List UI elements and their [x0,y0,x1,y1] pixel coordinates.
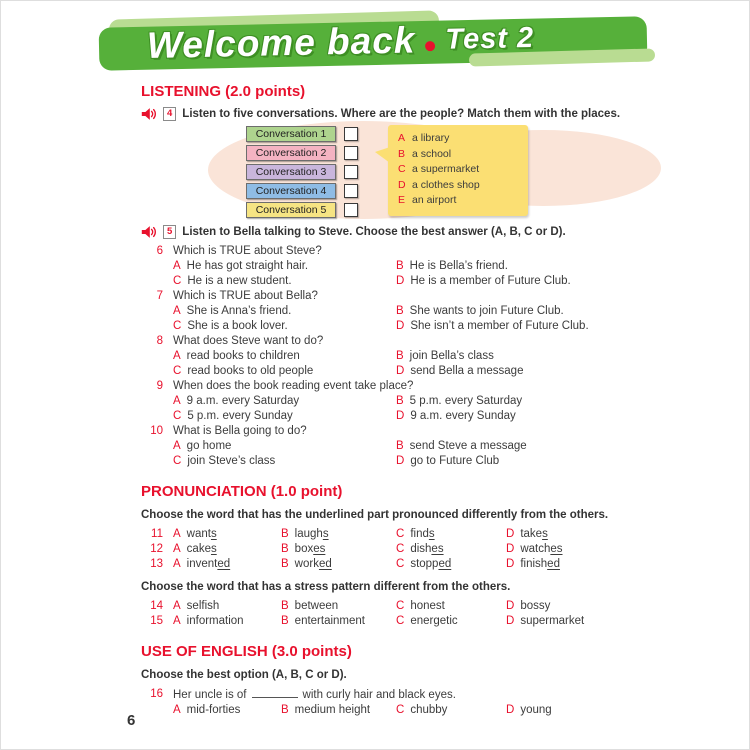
answer-option [506,703,689,718]
option-letter: A [173,395,181,407]
option-letter: C [396,528,405,540]
word-underlined-part: s [210,528,217,540]
word-underlined-part: s [428,528,435,540]
option-text: an airport [412,194,457,206]
pronunciation-section [141,483,689,629]
word-option [396,614,496,629]
word-base: take [520,528,543,540]
option-text: He is Bella’s friend. [409,260,508,272]
conversation-label: Conversation 4 [246,183,336,199]
option-text: between [294,600,339,612]
page-content [1,83,749,718]
pronunciation-row [141,557,689,572]
option-text: mid-forties [186,704,241,716]
question-number: 8 [156,335,163,347]
word [187,527,217,542]
place-option [398,162,518,178]
conversation-row [246,126,358,142]
option-letter: C [173,365,182,377]
spacer [141,703,163,718]
option-text: read books to old people [187,365,314,377]
options-grid [173,259,689,289]
word-option [173,614,271,629]
stem-after: with curly hair and black eyes. [302,689,456,701]
word [295,557,332,572]
word-base: work [294,558,319,570]
word-base: cake [186,543,211,555]
question-number: 16 [150,688,163,700]
pronunciation-rows-underlined [141,527,689,572]
option-text: chubby [410,704,448,716]
question-stem-row [141,289,689,304]
answer-option [173,304,386,319]
task5-instruction: Listen to Bella talking to Steve. Choose the best answer (A, B, C or D). [182,226,566,238]
question-stem: Which is TRUE about Bella? [173,290,318,302]
question [141,334,689,379]
option-text: a library [412,132,450,144]
option-letter: A [173,260,181,272]
option-letter: C [398,163,406,175]
use-of-english-heading: USE OF ENGLISH (3.0 points) [141,643,352,660]
note-pointer [375,147,390,163]
option-letter: D [506,600,515,612]
option-letter: C [173,320,182,332]
option-letter: B [281,600,289,612]
answer-option [396,364,689,379]
question-number: 7 [156,290,163,302]
answer-checkbox[interactable] [344,165,358,179]
answer-option [396,394,689,409]
option-text: energetic [410,615,458,627]
answer-option [396,259,689,274]
option-text: information [186,615,244,627]
answer-checkbox[interactable] [344,203,358,217]
option-text: a supermarket [412,163,480,175]
option-letter: B [281,543,289,555]
task5-instruction-row [141,224,689,240]
word [410,557,451,572]
option-text: 5 p.m. every Saturday [409,395,523,407]
options-grid [173,439,689,469]
word-underlined-part: s [210,543,217,555]
option-letter: C [396,558,405,570]
options-grid [141,703,689,718]
title-sub: Test 2 [445,21,535,56]
answer-checkbox[interactable] [344,184,358,198]
option-letter: D [396,320,405,332]
option-text: She is Anna’s friend. [186,305,292,317]
question-stem [173,687,689,703]
answer-option [173,364,386,379]
pronunciation-instruction-underlined: Choose the word that has the underlined part pronounced differently from the others. [141,509,609,521]
question [141,379,689,424]
word [187,557,230,572]
word [295,527,329,542]
question-stem: What does Steve want to do? [173,335,324,347]
option-text: She wants to join Future Club. [409,305,564,317]
option-letter: D [506,543,515,555]
option-text: send Steve a message [409,440,527,452]
answer-option [396,319,689,334]
question-number: 6 [156,245,163,257]
option-letter: A [173,704,181,716]
answer-option [173,409,386,424]
option-text: young [520,704,552,716]
answer-option [396,409,689,424]
place-option [398,131,518,147]
option-text: go to Future Club [410,455,500,467]
conversation-label: Conversation 5 [246,202,336,218]
option-letter: C [396,600,405,612]
option-letter: D [396,455,405,467]
word [295,542,326,557]
page-title [147,17,535,67]
question [141,687,689,718]
conversation-label: Conversation 1 [246,126,336,142]
word-option [281,542,386,557]
word-option [506,614,689,629]
answer-option [396,439,689,454]
question-number: 14 [150,600,163,612]
option-text: He has got straight hair. [186,260,309,272]
word [410,527,434,542]
conversation-row [246,145,358,161]
option-letter: B [281,528,289,540]
pronunciation-rows-stress [141,599,689,629]
option-letter: B [396,395,404,407]
word [187,542,217,557]
option-letter: B [281,704,289,716]
track-number-badge: 5 [163,225,176,239]
question-stem-row [141,379,689,394]
option-text: join Bella’s class [409,350,494,362]
answer-option [173,439,386,454]
word-underlined-part: ed [438,558,452,570]
use-of-english-instruction: Choose the best option (A, B, C or D). [141,669,347,681]
answer-option [173,394,386,409]
option-letter: E [398,194,406,206]
word-base: watch [520,543,551,555]
question-number: 11 [151,528,163,540]
word-option [281,557,386,572]
answer-checkbox[interactable] [344,127,358,141]
places-note [388,125,528,216]
question-number: 10 [150,425,163,437]
option-letter: B [396,440,404,452]
word [520,557,560,572]
option-text: a school [412,147,452,160]
option-letter: A [173,305,181,317]
matching-exercise [246,124,689,220]
question-number: 12 [150,543,163,555]
question [141,244,689,289]
option-letter: D [506,528,515,540]
word-option [506,599,689,614]
word-option [396,599,496,614]
word [520,542,562,557]
option-letter: C [396,704,405,716]
answer-option [396,304,689,319]
title-dot-icon [425,41,435,51]
option-text: selfish [186,600,220,612]
option-letter: A [173,600,181,612]
stem-before: Her uncle is of [173,689,247,701]
task4-instruction: Listen to five conversations. Where are the people? Match them with the places. [182,108,621,120]
option-text: go home [186,440,232,452]
conversation-label: Conversation 3 [246,164,336,180]
option-letter: D [398,178,406,191]
word-underlined-part: ed [547,558,560,570]
question-list [141,244,689,469]
option-letter: A [173,558,181,570]
conversation-row [246,202,358,218]
option-text: She isn’t a member of Future Club. [410,320,589,332]
option-letter: C [396,615,405,627]
option-text: 9 a.m. every Saturday [186,395,300,407]
question-stem-row [141,687,689,703]
option-letter: D [506,704,515,716]
question-stem-row [141,244,689,259]
option-letter: B [398,147,406,160]
pronunciation-row [141,542,689,557]
word-base: dish [410,543,432,555]
option-letter: A [173,543,181,555]
option-text: 5 p.m. every Sunday [187,410,293,422]
question-number: 13 [150,558,163,570]
option-letter: B [281,558,289,570]
listening-section [141,83,689,469]
answer-option [396,703,496,718]
speaker-icon [141,107,157,121]
word-option [396,557,496,572]
word-option [506,542,689,557]
answer-option [173,319,386,334]
option-letter: D [396,275,405,287]
conversation-row [246,183,358,199]
question-stem: What is Bella going to do? [173,425,307,437]
answer-option [281,703,386,718]
question-stem-row [141,334,689,349]
word-underlined-part: es [313,543,326,555]
speaker-icon [141,225,157,239]
word-underlined-part: ed [318,558,332,570]
option-text: honest [410,600,445,612]
word-base: find [410,528,429,540]
use-of-english-section [141,643,689,718]
option-letter: A [173,528,181,540]
word-underlined-part: s [542,528,548,540]
word-option [173,527,271,542]
word-option [173,542,271,557]
option-text: She is a book lover. [187,320,288,332]
place-option [398,147,518,163]
conversation-label: Conversation 2 [246,145,336,161]
track-number-badge: 4 [163,107,176,121]
option-letter: B [396,350,404,362]
word-underlined-part: es [431,543,444,555]
word-option [281,614,386,629]
option-text: join Steve’s class [187,455,276,467]
option-letter: A [173,440,181,452]
options-grid [173,394,689,424]
word-option [506,527,689,542]
word-base: invent [186,558,218,570]
word-option [396,542,496,557]
option-text: supermarket [520,615,585,627]
word-option [173,557,271,572]
word-base: finish [520,558,548,570]
option-letter: D [396,365,405,377]
option-letter: A [173,350,181,362]
option-text: read books to children [186,350,300,362]
option-text: 9 a.m. every Sunday [410,410,516,422]
word-base: laugh [294,528,323,540]
word-option [173,599,271,614]
question [141,289,689,334]
answer-option [173,703,271,718]
option-text: entertainment [294,615,365,627]
question-stem: Which is TRUE about Steve? [173,245,322,257]
word-base: stopp [410,558,439,570]
question-stem-row [141,424,689,439]
stress-row [141,599,689,614]
option-letter: C [396,543,405,555]
answer-blank [252,687,298,698]
word-option [281,527,386,542]
title-main: Welcome back [146,19,416,67]
answer-option [396,454,689,469]
option-letter: C [173,410,182,422]
option-letter: A [398,132,406,144]
pronunciation-instruction-stress: Choose the word that has a stress pattern different from the others. [141,581,511,593]
conversation-row [246,164,358,180]
word-underlined-part: es [550,543,563,555]
option-letter: D [506,558,515,570]
answer-option [173,274,386,289]
answer-option [396,274,689,289]
page-header [1,1,749,81]
pronunciation-row [141,527,689,542]
option-letter: A [173,615,181,627]
options-grid [173,349,689,379]
listening-heading: LISTENING (2.0 points) [141,83,306,100]
word-underlined-part: ed [217,558,231,570]
word-base: box [294,543,314,555]
option-text: a clothes shop [412,178,480,191]
place-option [398,178,518,194]
word-option [281,599,386,614]
page-number: 6 [127,712,136,729]
option-text: bossy [520,600,551,612]
answer-option [396,349,689,364]
question-number: 15 [150,615,163,627]
option-text: medium height [294,704,371,716]
option-text: He is a new student. [187,275,292,287]
question [141,424,689,469]
options-grid [173,304,689,334]
place-option [398,193,518,209]
answer-checkbox[interactable] [344,146,358,160]
conversation-list [246,124,358,218]
option-letter: B [396,305,404,317]
task4-instruction-row [141,106,689,122]
pronunciation-heading: PRONUNCIATION (1.0 point) [141,483,343,500]
word [410,542,443,557]
question-number: 9 [156,380,163,392]
answer-option [173,454,386,469]
question-stem: When does the book reading event take place? [173,380,414,392]
option-letter: C [173,455,182,467]
option-letter: B [396,260,404,272]
word-underlined-part: s [322,528,329,540]
option-text: He is a member of Future Club. [410,275,571,287]
option-text: send Bella a message [410,365,524,377]
stress-row [141,614,689,629]
answer-option [173,349,386,364]
answer-option [173,259,386,274]
option-letter: C [173,275,182,287]
option-letter: D [506,615,515,627]
option-letter: B [281,615,289,627]
word-option [506,557,689,572]
word-base: want [186,528,211,540]
option-letter: D [396,410,405,422]
word-option [396,527,496,542]
word [520,527,548,542]
